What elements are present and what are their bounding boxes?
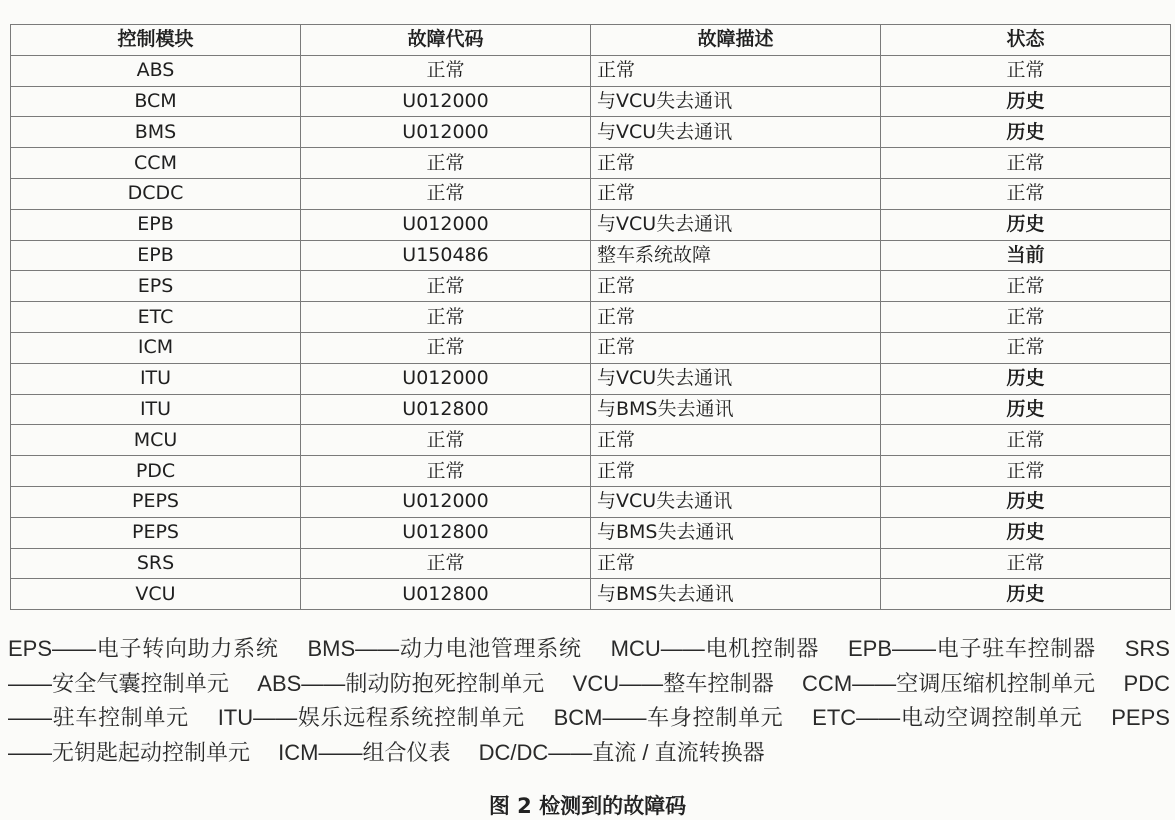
cell-status: 历史 bbox=[881, 394, 1171, 425]
fault-code-table-container bbox=[10, 24, 1170, 610]
table-row bbox=[11, 579, 1171, 610]
legend-item: EPS——电子转向助力系统 bbox=[8, 636, 279, 661]
table-row bbox=[11, 209, 1171, 240]
table-row bbox=[11, 548, 1171, 579]
cell-fault-description: 与VCU失去通讯 bbox=[591, 117, 881, 148]
cell-fault-description: 正常 bbox=[591, 178, 881, 209]
cell-fault-code: U012800 bbox=[301, 517, 591, 548]
table-row bbox=[11, 240, 1171, 271]
cell-module: DCDC bbox=[11, 178, 301, 209]
cell-fault-code: 正常 bbox=[301, 55, 591, 86]
cell-status: 历史 bbox=[881, 579, 1171, 610]
cell-module: BMS bbox=[11, 117, 301, 148]
table-row bbox=[11, 425, 1171, 456]
header-module: 控制模块 bbox=[11, 25, 301, 56]
cell-fault-description: 与VCU失去通讯 bbox=[591, 209, 881, 240]
cell-fault-code: 正常 bbox=[301, 456, 591, 487]
legend-item: EPB——电子驻车控制器 bbox=[848, 636, 1096, 661]
abbreviation-legend bbox=[8, 632, 1170, 770]
header-fault-code: 故障代码 bbox=[301, 25, 591, 56]
table-row bbox=[11, 86, 1171, 117]
fault-code-table bbox=[10, 24, 1171, 610]
cell-fault-code: 正常 bbox=[301, 332, 591, 363]
cell-fault-code: U012000 bbox=[301, 117, 591, 148]
cell-fault-code: U012000 bbox=[301, 86, 591, 117]
legend-item: MCU——电机控制器 bbox=[610, 636, 820, 661]
cell-status: 正常 bbox=[881, 271, 1171, 302]
table-row bbox=[11, 363, 1171, 394]
cell-fault-code: 正常 bbox=[301, 178, 591, 209]
table-row bbox=[11, 178, 1171, 209]
cell-fault-code: U012800 bbox=[301, 579, 591, 610]
cell-module: ITU bbox=[11, 363, 301, 394]
cell-fault-description: 正常 bbox=[591, 332, 881, 363]
header-fault-description: 故障描述 bbox=[591, 25, 881, 56]
table-row bbox=[11, 486, 1171, 517]
cell-fault-code: 正常 bbox=[301, 148, 591, 179]
table-row bbox=[11, 394, 1171, 425]
cell-fault-description: 正常 bbox=[591, 148, 881, 179]
legend-item: ICM——组合仪表 bbox=[278, 739, 451, 765]
cell-module: EPB bbox=[11, 240, 301, 271]
legend-item: CCM——空调压缩机控制单元 bbox=[802, 670, 1096, 696]
cell-module: ETC bbox=[11, 302, 301, 333]
cell-status: 正常 bbox=[881, 332, 1171, 363]
cell-fault-description: 正常 bbox=[591, 55, 881, 86]
cell-fault-description: 与BMS失去通讯 bbox=[591, 579, 881, 610]
cell-fault-code: U150486 bbox=[301, 240, 591, 271]
legend-item: PEPS——无钥匙起动控制单元 bbox=[8, 705, 1170, 765]
cell-status: 正常 bbox=[881, 178, 1171, 209]
cell-module: PEPS bbox=[11, 517, 301, 548]
legend-item: ETC——电动空调控制单元 bbox=[812, 705, 1083, 730]
figure-caption: 图 2 检测到的故障码 bbox=[488, 794, 687, 818]
cell-status: 正常 bbox=[881, 425, 1171, 456]
cell-status: 历史 bbox=[881, 517, 1171, 548]
cell-fault-description: 正常 bbox=[591, 548, 881, 579]
cell-fault-code: U012000 bbox=[301, 209, 591, 240]
cell-fault-code: U012000 bbox=[301, 486, 591, 517]
legend-item: ABS——制动防抱死控制单元 bbox=[257, 670, 545, 696]
legend-item: SRS——安全气囊控制单元 bbox=[8, 636, 1170, 696]
cell-status: 正常 bbox=[881, 148, 1171, 179]
table-row bbox=[11, 302, 1171, 333]
table-row bbox=[11, 517, 1171, 548]
cell-module: PDC bbox=[11, 456, 301, 487]
cell-fault-description: 正常 bbox=[591, 271, 881, 302]
cell-module: PEPS bbox=[11, 486, 301, 517]
cell-module: VCU bbox=[11, 579, 301, 610]
legend-item: VCU——整车控制器 bbox=[572, 670, 774, 696]
cell-fault-code: U012000 bbox=[301, 363, 591, 394]
cell-status: 历史 bbox=[881, 86, 1171, 117]
cell-fault-description: 与BMS失去通讯 bbox=[591, 394, 881, 425]
cell-fault-description: 与VCU失去通讯 bbox=[591, 486, 881, 517]
legend-item: BCM——车身控制单元 bbox=[553, 705, 784, 730]
legend-item: PDC——驻车控制单元 bbox=[8, 670, 1170, 730]
cell-status: 历史 bbox=[881, 117, 1171, 148]
legend-item: BMS——动力电池管理系统 bbox=[307, 636, 582, 661]
legend-item: ITU——娱乐远程系统控制单元 bbox=[217, 705, 525, 730]
cell-fault-description: 正常 bbox=[591, 302, 881, 333]
cell-fault-description: 正常 bbox=[591, 456, 881, 487]
cell-status: 历史 bbox=[881, 209, 1171, 240]
table-row bbox=[11, 456, 1171, 487]
table-row bbox=[11, 332, 1171, 363]
cell-status: 历史 bbox=[881, 486, 1171, 517]
cell-module: EPS bbox=[11, 271, 301, 302]
cell-fault-description: 整车系统故障 bbox=[591, 240, 881, 271]
cell-fault-code: 正常 bbox=[301, 302, 591, 333]
legend-item: DC/DC——直流 / 直流转换器 bbox=[478, 739, 765, 765]
cell-fault-code: U012800 bbox=[301, 394, 591, 425]
cell-module: ICM bbox=[11, 332, 301, 363]
cell-module: BCM bbox=[11, 86, 301, 117]
table-row bbox=[11, 148, 1171, 179]
table-row bbox=[11, 55, 1171, 86]
cell-status: 正常 bbox=[881, 548, 1171, 579]
cell-status: 当前 bbox=[881, 240, 1171, 271]
table-header-row bbox=[11, 25, 1171, 56]
cell-fault-code: 正常 bbox=[301, 548, 591, 579]
cell-module: CCM bbox=[11, 148, 301, 179]
cell-module: SRS bbox=[11, 548, 301, 579]
header-status: 状态 bbox=[881, 25, 1171, 56]
cell-module: MCU bbox=[11, 425, 301, 456]
cell-module: EPB bbox=[11, 209, 301, 240]
cell-fault-code: 正常 bbox=[301, 425, 591, 456]
cell-fault-code: 正常 bbox=[301, 271, 591, 302]
cell-status: 历史 bbox=[881, 363, 1171, 394]
table-row bbox=[11, 271, 1171, 302]
cell-module: ABS bbox=[11, 55, 301, 86]
cell-status: 正常 bbox=[881, 302, 1171, 333]
cell-module: ITU bbox=[11, 394, 301, 425]
cell-fault-description: 正常 bbox=[591, 425, 881, 456]
cell-fault-description: 与BMS失去通讯 bbox=[591, 517, 881, 548]
cell-status: 正常 bbox=[881, 456, 1171, 487]
cell-status: 正常 bbox=[881, 55, 1171, 86]
cell-fault-description: 与VCU失去通讯 bbox=[591, 86, 881, 117]
table-row bbox=[11, 117, 1171, 148]
cell-fault-description: 与VCU失去通讯 bbox=[591, 363, 881, 394]
